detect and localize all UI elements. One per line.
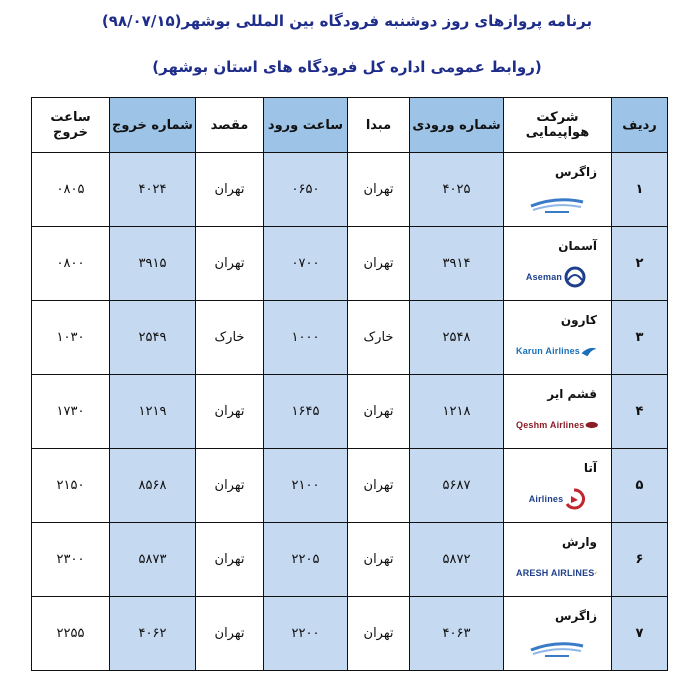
airline-name: زاگرس: [554, 165, 597, 179]
arrival-flight-number: ۴۰۶۳: [410, 597, 504, 671]
airline-cell: [504, 375, 612, 449]
table-header-row: [32, 98, 668, 153]
row-number: ۴: [612, 375, 668, 449]
row-number: ۱: [612, 153, 668, 227]
destination: تهران: [196, 523, 264, 597]
departure-flight-number: ۳۹۱۵: [110, 227, 196, 301]
origin: تهران: [348, 227, 410, 301]
departure-time: ۱۰۳۰: [32, 301, 110, 375]
airline-logo-text: Karun Airlines: [516, 346, 580, 356]
table-row: [32, 227, 668, 301]
departure-time: ۱۷۳۰: [32, 375, 110, 449]
origin: تهران: [348, 449, 410, 523]
header-departure-time: ساعت خروج: [32, 98, 110, 153]
arrival-time: ۰۷۰۰: [264, 227, 348, 301]
departure-flight-number: ۸۵۶۸: [110, 449, 196, 523]
header-origin: مبدا: [348, 98, 410, 153]
airline-logo-text: Airlines: [528, 494, 564, 504]
origin: تهران: [348, 597, 410, 671]
airline-name: آسمان: [558, 239, 597, 253]
airline-cell: [504, 449, 612, 523]
airline-cell: [504, 227, 612, 301]
airline-cell: [504, 153, 612, 227]
row-number: ۳: [612, 301, 668, 375]
ata-logo: [516, 486, 598, 512]
departure-flight-number: ۵۸۷۳: [110, 523, 196, 597]
arrival-time: ۲۱۰۰: [264, 449, 348, 523]
table-row: [32, 301, 668, 375]
header-destination: مقصد: [196, 98, 264, 153]
header-departure-flight: شماره خروج: [110, 98, 196, 153]
airline-name: آتا: [583, 461, 597, 475]
arrival-flight-number: ۵۸۷۲: [410, 523, 504, 597]
zagros-logo: [516, 634, 598, 660]
departure-flight-number: ۴۰۶۲: [110, 597, 196, 671]
arrival-flight-number: ۵۶۸۷: [410, 449, 504, 523]
table-row: [32, 449, 668, 523]
zagros-logo: [516, 190, 598, 216]
origin: تهران: [348, 153, 410, 227]
destination: تهران: [196, 153, 264, 227]
row-number: ۲: [612, 227, 668, 301]
departure-time: ۰۸۰۰: [32, 227, 110, 301]
airline-name: قشم ایر: [547, 387, 597, 401]
row-number: ۶: [612, 523, 668, 597]
departure-flight-number: ۴۰۲۴: [110, 153, 196, 227]
header-arrival-time: ساعت ورود: [264, 98, 348, 153]
header-airline: شرکت هواپیمایی: [504, 98, 612, 153]
arrival-flight-number: ۲۵۴۸: [410, 301, 504, 375]
airline-cell: [504, 523, 612, 597]
airline-logo-text: Qeshm Airlines: [516, 420, 585, 430]
destination: تهران: [196, 597, 264, 671]
header-arrival-flight: شماره ورودی: [410, 98, 504, 153]
qeshm-logo: [516, 412, 598, 438]
table-row: [32, 153, 668, 227]
departure-time: ۲۱۵۰: [32, 449, 110, 523]
origin: خارک: [348, 301, 410, 375]
arrival-flight-number: ۴۰۲۵: [410, 153, 504, 227]
departure-flight-number: ۲۵۴۹: [110, 301, 196, 375]
origin: تهران: [348, 523, 410, 597]
departure-time: ۲۲۵۵: [32, 597, 110, 671]
origin: تهران: [348, 375, 410, 449]
arrival-flight-number: ۱۲۱۸: [410, 375, 504, 449]
table-row: [32, 375, 668, 449]
departure-time: ۲۳۰۰: [32, 523, 110, 597]
destination: تهران: [196, 449, 264, 523]
airline-cell: [504, 301, 612, 375]
airline-name: وارش: [561, 535, 597, 549]
destination: تهران: [196, 227, 264, 301]
table-row: [32, 523, 668, 597]
destination: خارک: [196, 301, 264, 375]
airline-logo-text: ARESH AIRLINES: [516, 568, 595, 578]
header-row-number: ردیف: [612, 98, 668, 153]
airline-cell: [504, 597, 612, 671]
arrival-time: ۰۶۵۰: [264, 153, 348, 227]
row-number: ۵: [612, 449, 668, 523]
karun-logo: [516, 338, 598, 364]
destination: تهران: [196, 375, 264, 449]
departure-flight-number: ۱۲۱۹: [110, 375, 196, 449]
row-number: ۷: [612, 597, 668, 671]
table-row: [32, 597, 668, 671]
flight-schedule-table: [31, 97, 668, 671]
arrival-time: ۱۶۴۵: [264, 375, 348, 449]
page-subtitle: (روابط عمومی اداره کل فرودگاه های استان بوشهر): [152, 58, 542, 76]
aseman-logo: [516, 264, 598, 290]
airline-logo-text: Aseman: [525, 272, 563, 282]
arrival-time: ۲۲۰۵: [264, 523, 348, 597]
arrival-flight-number: ۳۹۱۴: [410, 227, 504, 301]
page-title: برنامه پروازهای روز دوشنبه فرودگاه بین المللی بوشهر(۹۸/۰۷/۱۵): [101, 12, 593, 30]
airline-name: زاگرس: [554, 609, 597, 623]
varesh-logo: [516, 560, 598, 586]
arrival-time: ۲۲۰۰: [264, 597, 348, 671]
airline-name: کارون: [560, 313, 597, 327]
departure-time: ۰۸۰۵: [32, 153, 110, 227]
arrival-time: ۱۰۰۰: [264, 301, 348, 375]
